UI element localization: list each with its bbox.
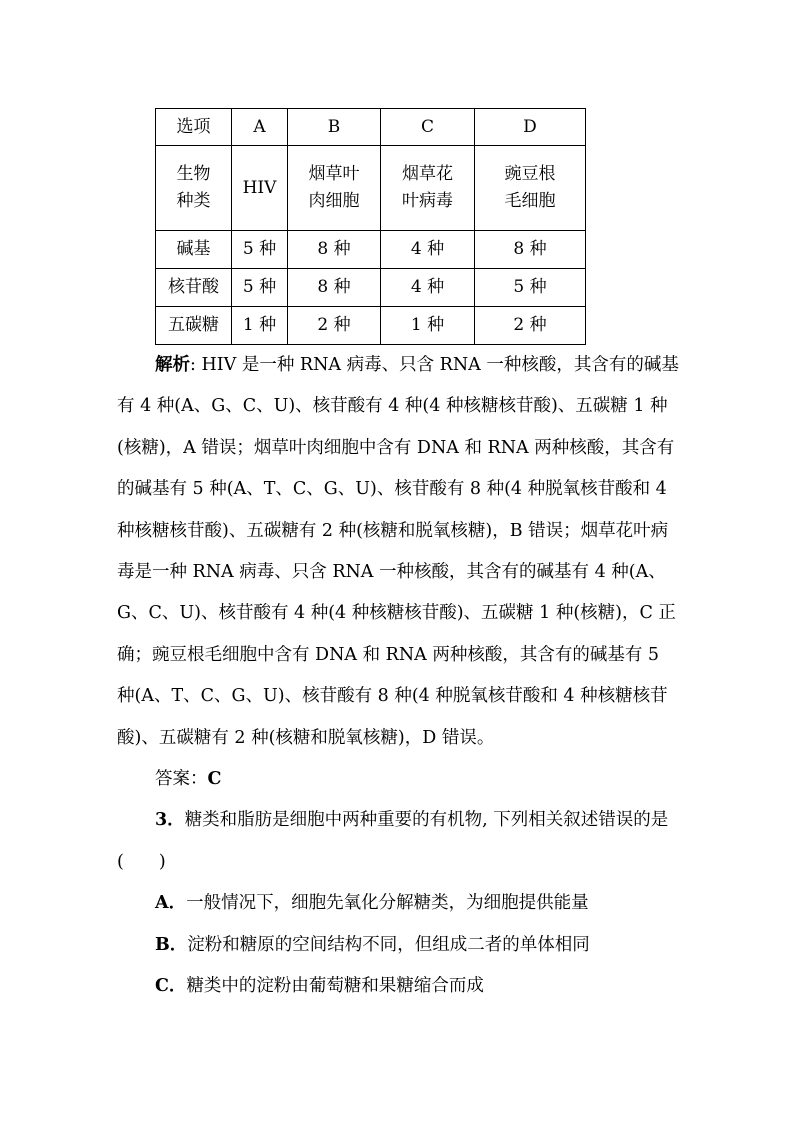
table-cell: 5 种 (232, 269, 288, 307)
table-row (156, 269, 586, 307)
cell-text: 种类 (176, 191, 211, 211)
table-cell: 8 种 (475, 231, 586, 269)
option-a (117, 883, 682, 924)
table-cell: 4 种 (381, 231, 475, 269)
table-header-row (156, 109, 586, 146)
table-header-cell: D (475, 109, 586, 146)
row-label-cell: 五碳糖 (156, 307, 232, 345)
table-row (156, 146, 586, 231)
table-header-cell: 选项 (156, 109, 232, 146)
cell-text: 生物 (176, 164, 211, 184)
analysis-paragraph (117, 345, 682, 759)
row-label-cell: 核苷酸 (156, 269, 232, 307)
cell-text: 豌豆根 (504, 164, 556, 184)
option-letter: C． (155, 976, 187, 997)
answer-label: 答案： (155, 769, 208, 790)
table-cell: 5 种 (232, 231, 288, 269)
answer-line (117, 759, 682, 800)
row-label-cell: 碱基 (156, 231, 232, 269)
table-cell: 1 种 (381, 307, 475, 345)
cell-text: 烟草叶 (308, 164, 360, 184)
option-text: 糖类中的淀粉由葡萄糖和果糖缩合而成 (186, 976, 484, 997)
option-text: 淀粉和糖原的空间结构不同，但组成二者的单体相同 (187, 934, 590, 955)
table-header-cell: B (288, 109, 381, 146)
table-cell (288, 146, 381, 231)
option-text: 一般情况下，细胞先氧化分解糖类，为细胞提供能量 (186, 893, 589, 914)
table-cell: 2 种 (475, 307, 586, 345)
option-letter: A． (155, 893, 187, 914)
cell-text: 叶病毒 (402, 191, 453, 211)
cell-text: HIV (242, 177, 277, 198)
table-cell: 2 种 (288, 307, 381, 345)
table-cell (475, 146, 586, 231)
table-cell: 1 种 (232, 307, 288, 345)
table-cell: 5 种 (475, 269, 586, 307)
question-number: 3． (155, 810, 185, 831)
analysis-label: 解析 (155, 355, 190, 375)
question-stem (117, 800, 682, 883)
table-header-cell: A (232, 109, 288, 146)
cell-text: 烟草花 (402, 164, 453, 184)
table-row (156, 231, 586, 269)
analysis-block (117, 345, 682, 1008)
question-text: 糖类和脂肪是细胞中两种重要的有机物, 下列相关叙述错误的是( ) (117, 810, 669, 872)
cell-text: 毛细胞 (504, 191, 556, 211)
table-cell (381, 146, 475, 231)
comparison-table (155, 108, 586, 345)
table-row (156, 307, 586, 345)
option-c (117, 966, 682, 1007)
cell-text: 肉细胞 (308, 191, 360, 211)
table-cell: 4 种 (381, 269, 475, 307)
table-cell: 8 种 (288, 231, 381, 269)
table-cell: 8 种 (288, 269, 381, 307)
table-header-cell: C (381, 109, 475, 146)
table-cell (232, 146, 288, 231)
option-letter: B． (155, 934, 188, 955)
answer-value: C (207, 769, 222, 790)
analysis-text: : HIV 是一种 RNA 病毒、只含 RNA 一种核酸，其含有的碱基有 4 种(A、G、C、U)、核苷酸有 4 种(4 种核糖核苷酸)、五碳糖 1 种(核糖)，A 错误；烟草叶肉细胞中含有 DNA 和 RNA 两种核酸，其含有的碱基有 5 种(A、T、C、G、U)、核苷酸有 8 种(4 种脱氧核苷酸和 4 种核糖核苷酸)、五碳糖有 2 种(核糖和脱氧核糖)，B 错误；烟草花叶病毒是一种 RNA 病毒、只含 RNA 一种核酸，其含有的碱基有 4 种(A、G、C、U)、核苷酸有 4 种(4 种核糖核苷酸)、五碳糖 1 种(核糖)，C 正确；豌豆根毛细胞中含有 DNA 和 RNA 两种核酸，其含有的碱基有 5 种(A、T、C、G、U)、核苷酸有 8 种(4 种脱氧核苷酸和 4 种核糖核苷酸)、五碳糖有 2 种(核糖和脱氧核糖)，D 错误。 (117, 355, 679, 748)
option-b (117, 925, 682, 966)
row-label-cell (156, 146, 232, 231)
